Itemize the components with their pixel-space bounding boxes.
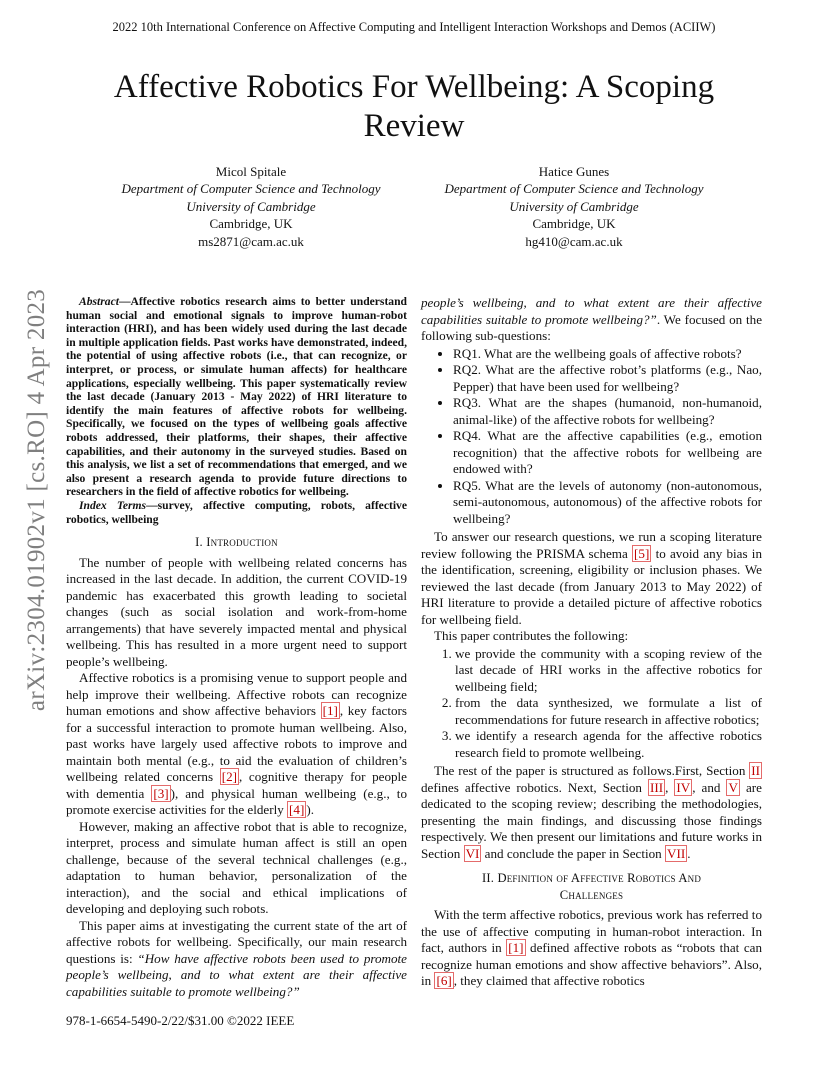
section-1-title: I. Introduction <box>195 535 278 550</box>
list-item: • RQ3. What are the shapes (humanoid, non-humanoid, animal-like) of the affective robots for wellbeing? <box>453 395 762 428</box>
list-item: • RQ2. What are the affective robot’s platforms (e.g., Nao, Pepper) that have been used for wellbeing? <box>453 362 762 395</box>
citation-link[interactable]: [2] <box>221 769 237 785</box>
paragraph: This paper contributes the following: <box>434 628 629 643</box>
paragraph: This paper aims at investigating the current state of the art of affective robots for wellbeing. Specifically, our main research questions is: “How have affective robots been used to promote people’s wellbeing, and to what extent are their affective capabilities suitable to promote wellbeing?” <box>66 917 407 999</box>
author-email: hg410@cam.ac.uk <box>525 233 623 249</box>
list-item: • RQ5. What are the levels of autonomy (non-autonomous, semi-autonomous, autonomous) of the affective robots for wellbeing? <box>453 478 762 528</box>
author-city: Cambridge, UK <box>532 216 616 232</box>
research-questions-list <box>421 346 762 528</box>
section-link[interactable]: IV <box>676 779 691 795</box>
list-item: 3. we identify a research agenda for the affective robotics research field to promote wellbeing. <box>455 728 762 761</box>
left-column <box>66 295 407 1000</box>
abstract <box>66 295 407 499</box>
section-link[interactable]: V <box>728 779 738 795</box>
section-link[interactable]: II <box>751 763 760 778</box>
author-university: University of Cambridge <box>186 198 316 214</box>
paragraph: With the term affective robotics, previous work has referred to the use of affective computing in human-robot interaction. In fact, authors in [1] defined affective robots as “robots that can recognize human emotions and show affective behaviors”. Also, in [6] , they claimed that affective robotics <box>421 907 762 988</box>
index-terms-text: —survey, affective computing, robots, affective robotics, wellbeing <box>66 498 407 526</box>
contributions-list <box>421 646 762 762</box>
citation-link[interactable]: [3] <box>153 785 169 801</box>
right-column <box>421 295 762 990</box>
paragraph: Affective robotics is a promising venue to support people and help improve their wellbeing. Affective robots can recognize human emotions and show affective behaviors [1] , key factors for a successful interaction to promote human wellbeing. Also, past works have largely used affective robots to improve and maintain both mental (e.g., to aid the evaluation of children’s wellbeing related concerns [2] , cognitive therapy for people with dementia [3] ), and physical human wellbeing (e.g., to promote exercise activities for the elderly [4] ). <box>66 670 407 818</box>
section-link[interactable]: VII <box>667 845 686 861</box>
abstract-label: Abstract <box>79 295 119 308</box>
list-item: 1. we provide the community with a scoping review of the last decade of HRI works in the affective robotics for wellbeing field; <box>455 646 762 696</box>
paragraph: The rest of the paper is structured as follows.First, Section II defines affective robotics. Next, Section III , IV , and V are dedicated to the scoping review; describing the methodologies, presenting the main findings, and discussing those findings respectively. We then present our limitations and future works in Section VI and conclude the paper in Section VII . <box>421 763 762 861</box>
section-link[interactable]: III <box>650 779 664 795</box>
author-name: Micol Spitale <box>215 164 287 179</box>
citation-link[interactable]: [5] <box>634 545 650 561</box>
paragraph: However, making an affective robot that is able to recognize, interpret, process and simulate human affect is still an open challenge, because of the several technical challenges (e.g., adaptation to human behavior, personalization of the interaction), and the social and ethical implications of developing and deploying such robots. <box>66 818 407 917</box>
citation-link[interactable]: [4] <box>289 802 305 818</box>
list-item: • RQ4. What are the affective capabilities (e.g., emotion recognition) that the affective robots for wellbeing are endowed with? <box>453 428 762 478</box>
author-department: Department of Computer Science and Technology <box>444 181 704 197</box>
author-block-2 <box>424 163 724 250</box>
paper-title: Affective Robotics For Wellbeing: A Scoping Review <box>113 69 715 144</box>
copyright-footer: 978-1-6654-5490-2/22/$31.00 ©2022 IEEE <box>66 1013 295 1028</box>
abstract-text: —Affective robotics research aims to better understand human social and emotional signals to improve human-robot interaction (HRI), and has been widely used during the last decade in multiple application fields. Past works have demonstrated, indeed, the potential of using affective robots (i.e., that can recognize, or interpret, or process, or simulate human affects) for healthcare applications, especially wellbeing. This paper systematically review the last decade (January 2013 - May 2022) of HRI literature to identify the main features of affective robots for wellbeing. Specifically, we focused on the types of wellbeing goals affective robots addressed, their platforms, their shapes, their affective capabilities, and their autonomy in the surveyed studies. Based on this analysis, we list a set of recommendations that emerged, and we also present a research agenda to provide future directions to researchers in the field of affective robotics for wellbeing. <box>66 295 407 499</box>
author-city: Cambridge, UK <box>209 216 293 232</box>
author-email: ms2871@cam.ac.uk <box>198 233 304 249</box>
citation-link[interactable]: [1] <box>508 940 524 955</box>
paragraph: To answer our research questions, we run a scoping literature review following the PRISMA schema [5] to avoid any bias in the identification, screening, eligibility or inclusion phases. We reviewed the last decade (from January 2013 to May 2022) of HRI literature to provide a detailed picture of affective robotics for wellbeing field. <box>421 529 762 627</box>
arxiv-stamp: arXiv:2304.01902v1 [cs.RO] 4 Apr 2023 <box>23 288 50 712</box>
index-terms-label: Index Terms <box>79 498 147 512</box>
section-link[interactable]: VI <box>465 845 480 861</box>
list-item: • RQ1. What are the wellbeing goals of affective robots? <box>453 346 762 363</box>
list-item: 2. from the data synthesized, we formulate a list of recommendations for future research in affective robotics; <box>455 695 762 728</box>
citation-link[interactable]: [1] <box>322 703 338 719</box>
index-terms <box>66 499 407 526</box>
author-department: Department of Computer Science and Technology <box>121 181 381 197</box>
section-2-title: II. Definition of Affective Robotics And Challenges <box>481 871 702 902</box>
paragraph: The number of people with wellbeing related concerns has increased in the last decade. In addition, the current COVID-19 pandemic has exacerbated this growth leading to societal changes (such as social isolation and work-from-home arrangements) that have severely impacted mental and physical wellbeing. This has resulted in a more urgent need to support people’s wellbeing. <box>66 554 407 669</box>
paragraph: people’s wellbeing, and to what extent are their affective capabilities suitable to promote wellbeing?”. We focused on the following sub-questions: <box>421 295 763 343</box>
main-research-question: “How have affective robots been used to promote people’s wellbeing, and to what extent are their affective capabilities suitable to promote wellbeing?” <box>66 950 407 999</box>
author-university: University of Cambridge <box>509 198 639 214</box>
citation-link[interactable]: [6] <box>436 973 452 988</box>
author-name: Hatice Gunes <box>538 164 610 179</box>
author-block-1 <box>101 163 401 250</box>
conference-header: 2022 10th International Conference on Affective Computing and Intelligent Interaction Workshops and Demos (ACIIW) <box>112 20 716 34</box>
